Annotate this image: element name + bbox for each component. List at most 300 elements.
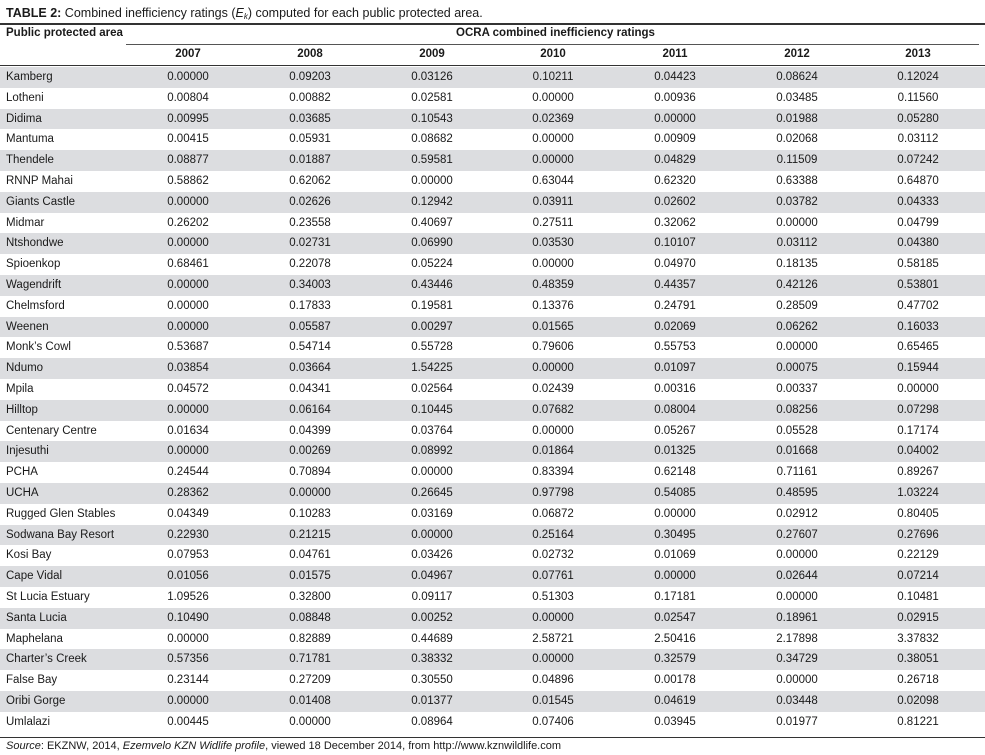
rating-cell: 0.01097 (654, 362, 696, 375)
rating-cell: 0.00000 (167, 278, 209, 291)
rating-cell: 0.28509 (776, 299, 818, 312)
rating-cell: 0.05224 (411, 258, 453, 271)
rating-cell: 0.09117 (411, 590, 453, 603)
rating-cell: 0.54714 (289, 341, 331, 354)
rating-cell: 0.01565 (532, 320, 574, 333)
table-row (0, 545, 985, 566)
rating-cell: 0.00000 (532, 258, 574, 271)
rating-cell: 0.10481 (897, 590, 939, 603)
rating-cell: 0.04380 (897, 237, 939, 250)
rating-cell: 0.32579 (654, 653, 696, 666)
rating-cell: 0.10445 (411, 403, 453, 416)
area-name: Thendele (6, 154, 54, 167)
area-name: Hilltop (6, 403, 38, 416)
area-name: Ntshondwe (6, 237, 64, 250)
rating-cell: 0.23558 (289, 216, 331, 229)
table-row (0, 171, 985, 192)
bottom-rule (0, 737, 985, 738)
table-row (0, 629, 985, 650)
rating-cell: 0.42126 (776, 278, 818, 291)
rating-cell: 0.08624 (776, 71, 818, 83)
rating-cell: 0.07953 (167, 549, 209, 562)
area-name: UCHA (6, 486, 39, 499)
rating-cell: 0.00252 (411, 611, 453, 624)
rating-cell: 0.24791 (654, 299, 696, 312)
rating-cell: 0.34729 (776, 653, 818, 666)
rating-cell: 0.03426 (411, 549, 453, 562)
caption-text-end: ) computed for each public protected area. (247, 6, 483, 20)
year-header: 2008 (297, 48, 323, 60)
rating-cell: 0.00415 (167, 133, 209, 146)
rating-cell: 0.00000 (411, 528, 453, 541)
rating-cell: 0.02915 (897, 611, 939, 624)
rating-cell: 0.10490 (167, 611, 209, 624)
area-name: Monk’s Cowl (6, 341, 71, 354)
area-name: Maphelana (6, 632, 63, 645)
rating-cell: 0.00000 (532, 424, 574, 437)
rating-cell: 0.00000 (167, 694, 209, 707)
rating-cell: 0.08848 (289, 611, 331, 624)
rating-cell: 0.00075 (776, 362, 818, 375)
rating-cell: 0.04341 (289, 382, 331, 395)
area-name: Spioenkop (6, 258, 61, 271)
rating-cell: 0.22078 (289, 258, 331, 271)
rating-cell: 0.06262 (776, 320, 818, 333)
rating-cell: 0.58862 (167, 174, 209, 187)
rating-cell: 0.18961 (776, 611, 818, 624)
area-name: Midmar (6, 216, 45, 229)
rating-cell: 0.81221 (897, 715, 939, 728)
rating-cell: 0.04970 (654, 258, 696, 271)
table-row (0, 400, 985, 421)
rating-cell: 0.00000 (289, 715, 331, 728)
rating-cell: 0.03945 (654, 715, 696, 728)
rating-cell: 0.00000 (776, 216, 818, 229)
rating-cell: 0.25164 (532, 528, 574, 541)
table-row (0, 109, 985, 130)
rating-cell: 0.07682 (532, 403, 574, 416)
rating-cell: 0.00000 (167, 299, 209, 312)
rating-cell: 1.09526 (167, 590, 209, 603)
rating-cell: 0.48359 (532, 278, 574, 291)
rating-cell: 0.07214 (897, 570, 939, 583)
area-name: Kamberg (6, 71, 53, 83)
table-row (0, 691, 985, 712)
area-name: Weenen (6, 320, 49, 333)
area-name: Mantuma (6, 133, 54, 146)
rating-cell: 0.16033 (897, 320, 939, 333)
area-name: Lotheni (6, 91, 44, 104)
rating-cell: 0.83394 (532, 466, 574, 479)
source-label: Source (6, 740, 41, 752)
rating-cell: 0.03911 (532, 195, 574, 208)
rating-cell: 0.00000 (776, 590, 818, 603)
table-row (0, 566, 985, 587)
rating-cell: 0.05280 (897, 112, 939, 125)
year-header: 2007 (175, 48, 201, 60)
rating-cell: 0.00178 (654, 674, 696, 687)
rating-cell: 0.79606 (532, 341, 574, 354)
rating-cell: 0.62320 (654, 174, 696, 187)
area-name: St Lucia Estuary (6, 590, 90, 603)
rating-cell: 0.03782 (776, 195, 818, 208)
rating-cell: 0.00000 (532, 653, 574, 666)
rating-cell: 0.00936 (654, 91, 696, 104)
rating-cell: 0.00000 (776, 674, 818, 687)
year-header: 2013 (905, 48, 931, 60)
rating-cell: 0.00000 (167, 237, 209, 250)
table-row (0, 649, 985, 670)
rating-cell: 0.02731 (289, 237, 331, 250)
rating-cell: 0.00000 (532, 362, 574, 375)
rating-cell: 0.07406 (532, 715, 574, 728)
rating-cell: 0.44357 (654, 278, 696, 291)
rating-cell: 0.00445 (167, 715, 209, 728)
rating-cell: 0.00804 (167, 91, 209, 104)
rating-cell: 0.01887 (289, 154, 331, 167)
rating-cell: 0.00995 (167, 112, 209, 125)
rating-cell: 0.27607 (776, 528, 818, 541)
rating-cell: 0.02581 (411, 91, 453, 104)
rating-cell: 0.03854 (167, 362, 209, 375)
rating-cell: 0.01864 (532, 445, 574, 458)
rating-cell: 0.19581 (411, 299, 453, 312)
rating-cell: 0.04002 (897, 445, 939, 458)
rating-cell: 0.00316 (654, 382, 696, 395)
group-header: OCRA combined inefficiency ratings (456, 27, 655, 39)
rating-cell: 0.00000 (289, 486, 331, 499)
rating-cell: 0.08992 (411, 445, 453, 458)
top-rule (0, 23, 985, 25)
rating-cell: 0.13376 (532, 299, 574, 312)
rating-cell: 0.64870 (897, 174, 939, 187)
rating-cell: 0.08964 (411, 715, 453, 728)
table-row (0, 192, 985, 213)
table-row (0, 462, 985, 483)
rating-cell: 0.27696 (897, 528, 939, 541)
area-name: PCHA (6, 466, 38, 479)
rating-cell: 0.43446 (411, 278, 453, 291)
rating-cell: 0.00269 (289, 445, 331, 458)
rating-cell: 0.02369 (532, 112, 574, 125)
rating-cell: 0.02439 (532, 382, 574, 395)
rating-cell: 0.80405 (897, 507, 939, 520)
rating-cell: 0.28362 (167, 486, 209, 499)
year-header-row (0, 48, 985, 65)
rating-cell: 0.02732 (532, 549, 574, 562)
rating-cell: 0.05528 (776, 424, 818, 437)
area-name: False Bay (6, 674, 58, 687)
caption-text: Combined inefficiency ratings ( (61, 6, 236, 20)
table-row (0, 712, 985, 733)
rating-cell: 0.27511 (532, 216, 574, 229)
rating-cell: 0.05931 (289, 133, 331, 146)
rating-cell: 0.06164 (289, 403, 331, 416)
rating-cell: 0.00000 (167, 195, 209, 208)
rating-cell: 0.27209 (289, 674, 331, 687)
rating-cell: 0.01056 (167, 570, 209, 583)
rating-cell: 0.09203 (289, 71, 331, 83)
rating-cell: 0.17174 (897, 424, 939, 437)
rating-cell: 2.50416 (654, 632, 696, 645)
caption-symbol: E (235, 6, 244, 20)
rating-cell: 0.00000 (654, 570, 696, 583)
rating-cell: 0.00000 (532, 133, 574, 146)
rating-cell: 0.51303 (532, 590, 574, 603)
table-caption (6, 6, 483, 24)
rating-cell: 0.03112 (776, 237, 818, 250)
rating-cell: 0.04896 (532, 674, 574, 687)
rating-cell: 0.04333 (897, 195, 939, 208)
rating-cell: 0.23144 (167, 674, 209, 687)
source-text-end: , viewed 18 December 2014, from http://www.kznwildlife.com (265, 740, 562, 752)
rating-cell: 0.10211 (532, 71, 574, 83)
rating-cell: 0.08256 (776, 403, 818, 416)
area-name: Centenary Centre (6, 424, 97, 437)
rating-cell: 0.48595 (776, 486, 818, 499)
rating-cell: 0.10543 (411, 112, 453, 125)
rating-cell: 0.07761 (532, 570, 574, 583)
rating-cell: 0.03126 (411, 71, 453, 83)
table-row (0, 150, 985, 171)
area-name: Charter’s Creek (6, 653, 87, 666)
rating-cell: 0.82889 (289, 632, 331, 645)
table-row (0, 587, 985, 608)
area-name: Wagendrift (6, 278, 62, 291)
table-row (0, 296, 985, 317)
rating-cell: 0.03685 (289, 112, 331, 125)
rating-cell: 0.62148 (654, 466, 696, 479)
rating-cell: 0.59581 (411, 154, 453, 167)
rating-cell: 0.54085 (654, 486, 696, 499)
rating-cell: 0.55753 (654, 341, 696, 354)
rating-cell: 2.58721 (532, 632, 574, 645)
rating-cell: 0.02069 (654, 320, 696, 333)
rating-cell: 0.00000 (776, 549, 818, 562)
rating-cell: 0.68461 (167, 258, 209, 271)
rating-cell: 0.04349 (167, 507, 209, 520)
rating-cell: 0.58185 (897, 258, 939, 271)
rating-cell: 0.55728 (411, 341, 453, 354)
table-row (0, 213, 985, 234)
rating-cell: 0.24544 (167, 466, 209, 479)
table-row (0, 483, 985, 504)
rating-cell: 0.02644 (776, 570, 818, 583)
rating-cell: 0.00000 (532, 91, 574, 104)
rating-cell: 0.22129 (897, 549, 939, 562)
area-name: Ndumo (6, 362, 44, 375)
rating-cell: 0.01545 (532, 694, 574, 707)
year-header: 2012 (784, 48, 810, 60)
rating-cell: 0.03112 (897, 133, 939, 146)
table-row (0, 670, 985, 691)
rating-cell: 0.01325 (654, 445, 696, 458)
table-row (0, 233, 985, 254)
table-row (0, 88, 985, 109)
rating-cell: 0.57356 (167, 653, 209, 666)
rating-cell: 0.02564 (411, 382, 453, 395)
rating-cell: 0.01668 (776, 445, 818, 458)
area-name: RNNP Mahai (6, 174, 73, 187)
table-row (0, 317, 985, 338)
caption-subscript: k (243, 12, 248, 21)
rating-cell: 0.22930 (167, 528, 209, 541)
rating-cell: 0.71161 (776, 466, 818, 479)
rating-cell: 0.08682 (411, 133, 453, 146)
rating-cell: 0.00000 (654, 112, 696, 125)
table-row (0, 379, 985, 400)
area-name: Didima (6, 112, 42, 125)
source-note (6, 740, 561, 753)
area-name: Giants Castle (6, 195, 76, 208)
rating-cell: 0.12024 (897, 71, 939, 83)
rating-cell: 0.05267 (654, 424, 696, 437)
rating-cell: 0.00297 (411, 320, 453, 333)
table-row (0, 441, 985, 462)
year-header: 2009 (419, 48, 445, 60)
rating-cell: 0.18135 (776, 258, 818, 271)
rating-cell: 0.06872 (532, 507, 574, 520)
rating-cell: 0.65465 (897, 341, 939, 354)
table-body (0, 67, 985, 733)
rating-cell: 0.70894 (289, 466, 331, 479)
rating-cell: 0.12942 (411, 195, 453, 208)
rating-cell: 0.04572 (167, 382, 209, 395)
rating-cell: 0.30550 (411, 674, 453, 687)
rating-cell: 0.02068 (776, 133, 818, 146)
table-row (0, 254, 985, 275)
rating-cell: 0.17181 (654, 590, 696, 603)
table-row (0, 67, 985, 88)
source-title: Ezemvelo KZN Widlife profile (122, 740, 266, 752)
rating-cell: 0.38051 (897, 653, 939, 666)
rating-cell: 0.00882 (289, 91, 331, 104)
rating-cell: 0.05587 (289, 320, 331, 333)
table-row (0, 337, 985, 358)
caption-label: TABLE 2: (6, 6, 62, 20)
rating-cell: 0.03764 (411, 424, 453, 437)
year-header: 2011 (662, 48, 688, 60)
rating-cell: 0.07298 (897, 403, 939, 416)
area-name: Chelmsford (6, 299, 65, 312)
rating-cell: 0.00000 (897, 382, 939, 395)
rating-cell: 1.03224 (897, 486, 939, 499)
rating-cell: 0.04761 (289, 549, 331, 562)
row-header: Public protected area (6, 27, 123, 39)
rating-cell: 0.02912 (776, 507, 818, 520)
area-name: Santa Lucia (6, 611, 67, 624)
header-rule (0, 65, 985, 66)
rating-cell: 0.30495 (654, 528, 696, 541)
group-rule (126, 44, 979, 45)
rating-cell: 0.40697 (411, 216, 453, 229)
rating-cell: 0.11560 (897, 91, 939, 104)
rating-cell: 0.15944 (897, 362, 939, 375)
rating-cell: 0.26645 (411, 486, 453, 499)
rating-cell: 0.47702 (897, 299, 939, 312)
rating-cell: 0.01408 (289, 694, 331, 707)
area-name: Injesuthi (6, 445, 49, 458)
rating-cell: 0.08877 (167, 154, 209, 167)
rating-cell: 1.54225 (411, 362, 453, 375)
rating-cell: 0.00000 (167, 403, 209, 416)
rating-cell: 0.00000 (411, 466, 453, 479)
year-header: 2010 (540, 48, 566, 60)
area-name: Mpila (6, 382, 34, 395)
area-name: Cape Vidal (6, 570, 63, 583)
rating-cell: 0.32800 (289, 590, 331, 603)
rating-cell: 2.17898 (776, 632, 818, 645)
rating-cell: 0.26202 (167, 216, 209, 229)
area-name: Umlalazi (6, 715, 51, 728)
source-text: : EKZNW, 2014, (40, 740, 123, 752)
table-row (0, 421, 985, 442)
rating-cell: 3.37832 (897, 632, 939, 645)
rating-cell: 0.00000 (532, 154, 574, 167)
rating-cell: 0.04399 (289, 424, 331, 437)
rating-cell: 0.02626 (289, 195, 331, 208)
rating-cell: 0.21215 (289, 528, 331, 541)
rating-cell: 0.01634 (167, 424, 209, 437)
rating-cell: 0.53687 (167, 341, 209, 354)
area-name: Oribi Gorge (6, 694, 66, 707)
table-row (0, 608, 985, 629)
rating-cell: 0.01575 (289, 570, 331, 583)
rating-cell: 0.00000 (411, 174, 453, 187)
rating-cell: 0.53801 (897, 278, 939, 291)
rating-cell: 0.02602 (654, 195, 696, 208)
rating-cell: 0.11509 (776, 154, 818, 167)
rating-cell: 0.02547 (654, 611, 696, 624)
rating-cell: 0.89267 (897, 466, 939, 479)
table-row (0, 504, 985, 525)
rating-cell: 0.00000 (167, 632, 209, 645)
table-row (0, 275, 985, 296)
rating-cell: 0.03169 (411, 507, 453, 520)
rating-cell: 0.00000 (776, 341, 818, 354)
rating-cell: 0.10107 (654, 237, 696, 250)
table-row (0, 358, 985, 379)
rating-cell: 0.02098 (897, 694, 939, 707)
rating-cell: 0.17833 (289, 299, 331, 312)
rating-cell: 0.03485 (776, 91, 818, 104)
rating-cell: 0.06990 (411, 237, 453, 250)
area-name: Rugged Glen Stables (6, 507, 116, 520)
rating-cell: 0.01069 (654, 549, 696, 562)
rating-cell: 0.44689 (411, 632, 453, 645)
rating-cell: 0.62062 (289, 174, 331, 187)
rating-cell: 0.00000 (167, 71, 209, 83)
rating-cell: 0.97798 (532, 486, 574, 499)
rating-cell: 0.63044 (532, 174, 574, 187)
rating-cell: 0.04619 (654, 694, 696, 707)
rating-cell: 0.32062 (654, 216, 696, 229)
rating-cell: 0.63388 (776, 174, 818, 187)
rating-cell: 0.01988 (776, 112, 818, 125)
rating-cell: 0.04967 (411, 570, 453, 583)
table-row (0, 129, 985, 150)
rating-cell: 0.07242 (897, 154, 939, 167)
table-row (0, 525, 985, 546)
rating-cell: 0.26718 (897, 674, 939, 687)
rating-cell: 0.03664 (289, 362, 331, 375)
rating-cell: 0.34003 (289, 278, 331, 291)
rating-cell: 0.00337 (776, 382, 818, 395)
rating-cell: 0.10283 (289, 507, 331, 520)
rating-cell: 0.38332 (411, 653, 453, 666)
area-name: Kosi Bay (6, 549, 52, 562)
rating-cell: 0.08004 (654, 403, 696, 416)
